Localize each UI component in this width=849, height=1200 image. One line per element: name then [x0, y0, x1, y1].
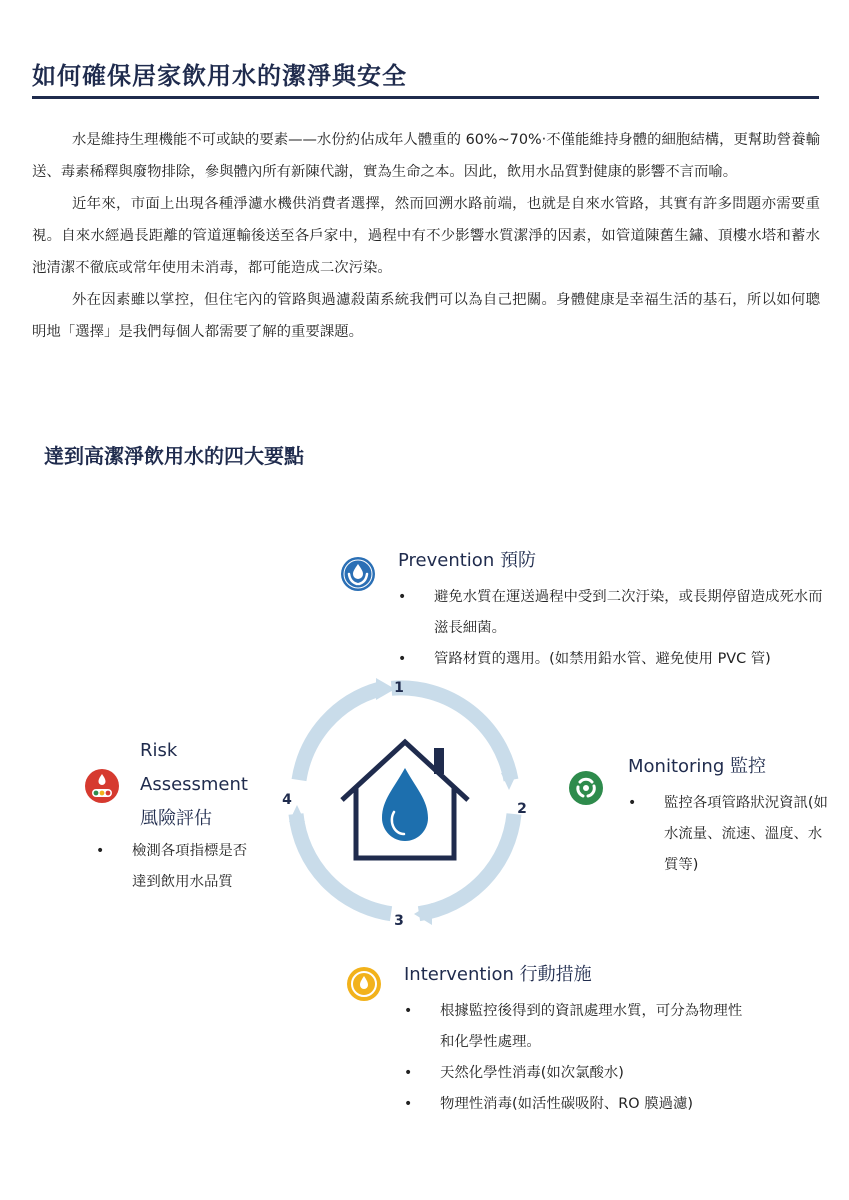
prevention-bullet-1: • 避免水質在運送過程中受到二次汙染，或長期停留造成死水而滋長細菌。: [398, 582, 828, 644]
risk-bullet-1: • 檢測各項指標是否達到飲用水品質: [96, 836, 256, 898]
monitoring-bullet-1: • 監控各項管路狀況資訊(如水流量、流速、溫度、水質等): [628, 788, 834, 881]
intervention-list: [404, 996, 754, 1120]
intro-paragraph-1: 水是維持生理機能不可或缺的要素——水份約佔成年人體重的 60%~70%‧不僅能維持身體的細胞結構，更幫助營養輸送、毒素稀釋與廢物排除，參與體內所有新陳代謝，實為生命之本。因此，飲用水品質對健康的影響不言而喻。: [32, 132, 820, 180]
page-title: 如何確保居家飲用水的潔淨與安全: [32, 62, 407, 90]
prevention-bullet-2: • 管路材質的選用。(如禁用鉛水管、避免使用 PVC 管): [398, 644, 828, 675]
water-hands-icon: [340, 556, 376, 592]
intervention-bullet-1: • 根據監控後得到的資訊處理水質，可分為物理性和化學性處理。: [404, 996, 754, 1058]
monitoring-block: [628, 750, 834, 881]
step-number-1: 1: [394, 680, 404, 696]
intro-paragraph-2: 近年來，市面上出現各種淨濾水機供消費者選擇，然而回溯水路前端，也就是自來水管路，其實有許多問題亦需要重視。自來水經過長距離的管道運輸後送至各戶家中，過程中有不少影響水質潔淨的因素，如管道陳舊生鏽、頂樓水塔和蓄水池清潔不徹底或常年使用未消毒，都可能造成二次污染。: [32, 196, 820, 276]
risk-heading-line-3: 風險評估: [140, 808, 212, 829]
step-number-3: 3: [394, 913, 404, 929]
intro-paragraph-3: 外在因素雖以掌控，但住宅內的管路與過濾殺菌系統我們可以為自己把關。身體健康是幸福生活的基石，所以如何聰明地「選擇」是我們每個人都需要了解的重要課題。: [32, 292, 820, 340]
step-number-4: 4: [282, 792, 292, 808]
intervention-block: [404, 958, 754, 1120]
intro-text: [32, 124, 820, 348]
intervention-bullet-2: • 天然化學性消毒(如次氯酸水): [404, 1058, 754, 1089]
title-divider: [32, 96, 819, 99]
step-number-2: 2: [517, 801, 527, 817]
recycle-icon: [568, 770, 604, 806]
intervention-bullet-3: • 物理性消毒(如活性碳吸附、RO 膜過濾): [404, 1089, 754, 1120]
risk-list-block: [96, 836, 256, 898]
prevention-block: [398, 544, 828, 675]
intervention-heading: Intervention 行動措施: [404, 964, 592, 985]
risk-heading-line-2: Assessment: [140, 774, 248, 795]
prevention-list: [398, 582, 828, 675]
cycle-diagram: [270, 672, 540, 932]
risk-list: [96, 836, 256, 898]
prevention-heading: Prevention 預防: [398, 550, 536, 571]
risk-heading-block: [140, 734, 248, 836]
monitoring-list: [628, 788, 834, 881]
monitoring-heading: Monitoring 監控: [628, 756, 766, 777]
risk-check-icon: [84, 768, 120, 804]
house-water-icon: [342, 742, 468, 858]
cycle-arrow-2: [501, 773, 517, 790]
risk-heading-line-1: Risk: [140, 740, 178, 761]
water-drop-icon: [346, 966, 382, 1002]
section-subtitle: 達到高潔淨飲用水的四大要點: [44, 444, 304, 468]
